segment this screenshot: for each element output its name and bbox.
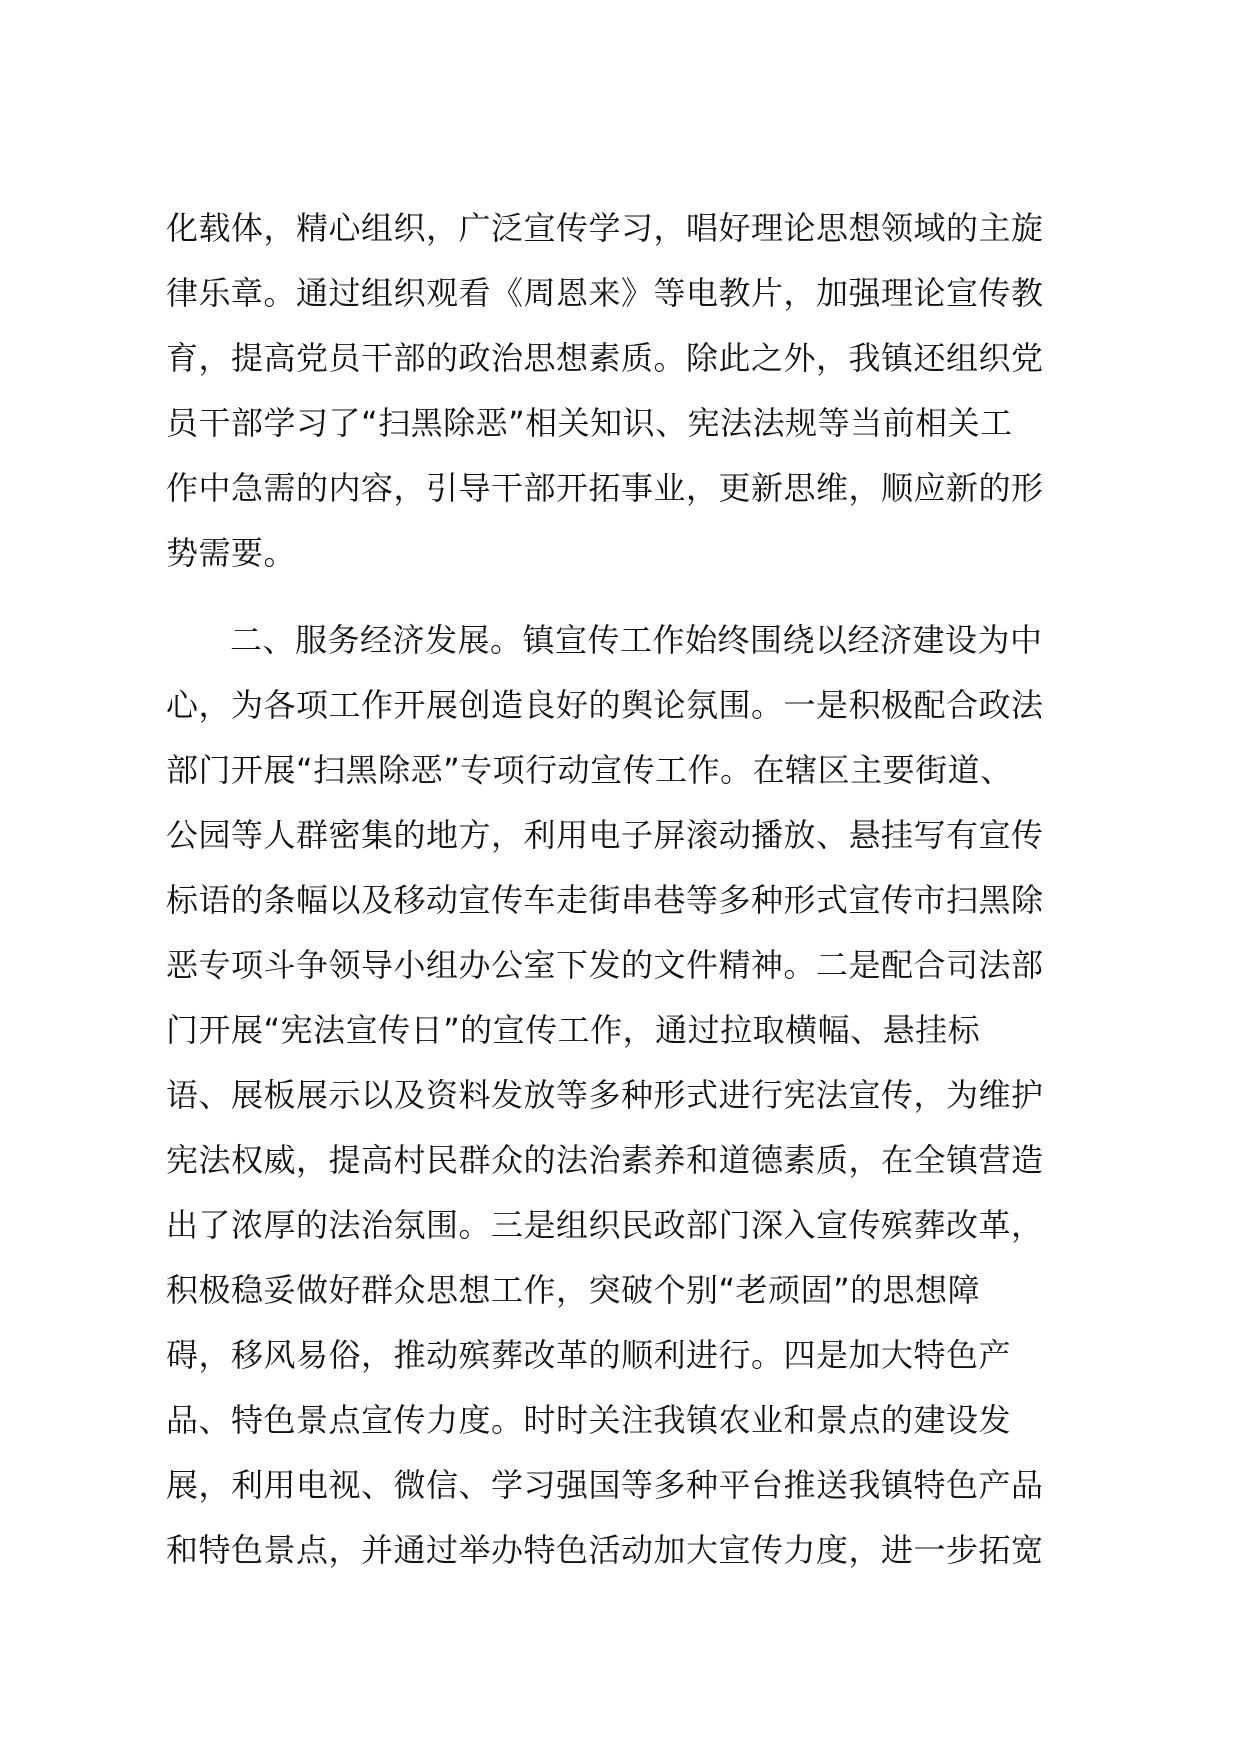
text-line: 律乐章。通过组织观看《周恩来》等电教片，加强理论宣传教 (166, 274, 1044, 312)
text-line: 品、特色景点宣传力度。时时关注我镇农业和景点的建设发 (166, 1401, 1012, 1439)
text-line: 门开展“宪法宣传日”的宣传工作，通过拉取横幅、悬挂标 (166, 1011, 981, 1049)
text-line: 碍，移风易俗，推动殡葬改革的顺利进行。四是加大特色产 (166, 1336, 1012, 1374)
text-line: 心，为各项工作开展创造良好的舆论氛围。一是积极配合政法 (166, 686, 1044, 724)
text-line: 公园等人群密集的地方，利用电子屏滚动播放、悬挂写有宣传 (166, 816, 1044, 854)
text-line: 和特色景点，并通过举办特色活动加大宣传力度，进一步拓宽 (166, 1531, 1044, 1569)
text-line: 恶专项斗争领导小组办公室下发的文件精神。二是配合司法部 (166, 946, 1044, 984)
paragraph-continuation (166, 196, 1076, 586)
text-line: 宪法权威，提高村民群众的法治素养和道德素质，在全镇营造 (166, 1141, 1044, 1179)
text-line: 展，利用电视、微信、学习强国等多种平台推送我镇特色产品 (166, 1466, 1044, 1504)
text-line: 作中急需的内容，引导干部开拓事业，更新思维，顺应新的形 (166, 469, 1044, 507)
text-line: 语、展板展示以及资料发放等多种形式进行宪法宣传，为维护 (166, 1076, 1044, 1114)
paragraph-section-two (166, 608, 1076, 1583)
text-line: 标语的条幅以及移动宣传车走街串巷等多种形式宣传市扫黑除 (166, 881, 1044, 919)
text-line: 育，提高党员干部的政治思想素质。除此之外，我镇还组织党 (166, 339, 1044, 377)
text-line: 部门开展“扫黑除恶”专项行动宣传工作。在辖区主要街道、 (166, 751, 1013, 789)
text-line: 出了浓厚的法治氛围。三是组织民政部门深入宣传殡葬改革， (166, 1206, 1044, 1244)
text-line: 员干部学习了“扫黑除恶”相关知识、宪法法规等当前相关工 (166, 404, 1013, 442)
text-line: 势需要。 (166, 534, 297, 572)
text-line: 二、服务经济发展。镇宣传工作始终围绕以经济建设为中 (230, 621, 1043, 659)
document-body (166, 196, 1076, 1583)
text-line: 化载体，精心组织，广泛宣传学习，唱好理论思想领域的主旋 (166, 209, 1044, 247)
text-line: 积极稳妥做好群众思想工作，突破个别“老顽固”的思想障 (166, 1271, 981, 1309)
